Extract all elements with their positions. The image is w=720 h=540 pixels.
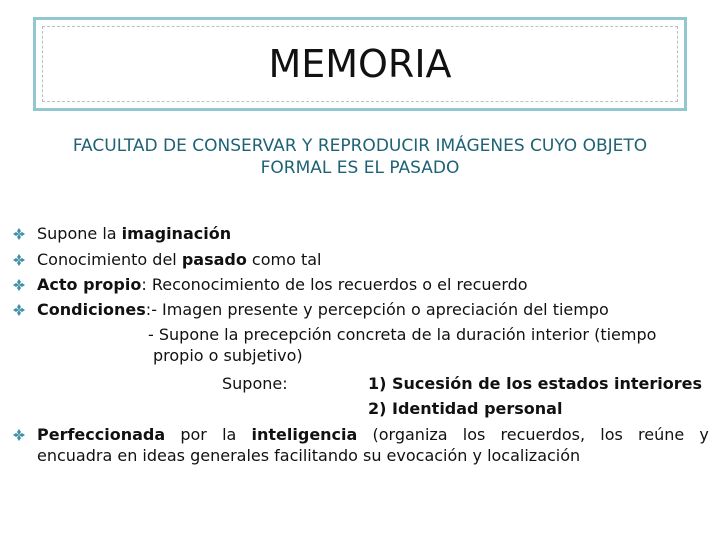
diamond-bullet-icon [13, 228, 25, 240]
bullet-5-bold-2: inteligencia [251, 425, 358, 444]
bullet-3-post: : Reconocimiento de los recuerdos o el recuerdo [141, 275, 528, 294]
bullet-5-word: los [462, 425, 486, 444]
bullet-5-word: por [180, 425, 207, 444]
bullet-5-word: (organiza [372, 425, 448, 444]
bullet-4-line-3: propio o subjetivo) [153, 346, 303, 365]
supone-label: Supone: [222, 374, 288, 393]
diamond-bullet-icon [13, 279, 25, 291]
bullet-2-bold: pasado [181, 250, 247, 269]
bullet-5-word: y [699, 425, 709, 444]
bullet-2-post: como tal [246, 250, 322, 269]
bullet-3-text [37, 275, 528, 295]
supone-item-1: 1) Sucesión de los estados interiores [368, 374, 703, 393]
diamond-bullet-icon [13, 304, 25, 316]
bullet-5-line-1 [37, 425, 709, 445]
bullet-4-post: :- Imagen presente y percepción o apreciación del tiempo [145, 300, 609, 319]
slide-title: MEMORIA [268, 42, 452, 86]
bullet-5-word: la [222, 425, 237, 444]
bullet-5-word: recuerdos, [500, 425, 586, 444]
bullet-3-bold: Acto propio [37, 275, 142, 294]
bullet-5-bold-1: Perfeccionada [37, 425, 166, 444]
bullet-5-line-2: encuadra en ideas generales facilitando su evocación y localización [37, 446, 581, 465]
bullet-1-pre: Supone la [37, 224, 122, 243]
title-box [33, 17, 687, 111]
subtitle-line-1: FACULTAD DE CONSERVAR Y REPRODUCIR IMÁGENES CUYO OBJETO [72, 136, 648, 156]
bullet-1-bold: imaginación [121, 224, 232, 243]
diamond-bullet-icon [13, 429, 25, 441]
bullet-4-text [37, 300, 609, 320]
bullet-4-bold: Condiciones [37, 300, 146, 319]
bullet-2-text [37, 250, 322, 270]
bullet-5-word: los [600, 425, 623, 444]
bullet-4-line-2: - Supone la precepción concreta de la duración interior (tiempo [148, 325, 657, 344]
bullet-1-text [37, 224, 231, 244]
diamond-bullet-icon [13, 254, 25, 266]
subtitle-line-2: FORMAL ES EL PASADO [260, 158, 460, 178]
bullet-2-pre: Conocimiento del [37, 250, 182, 269]
supone-item-2: 2) Identidad personal [368, 399, 563, 418]
bullet-5-word: reúne [638, 425, 685, 444]
